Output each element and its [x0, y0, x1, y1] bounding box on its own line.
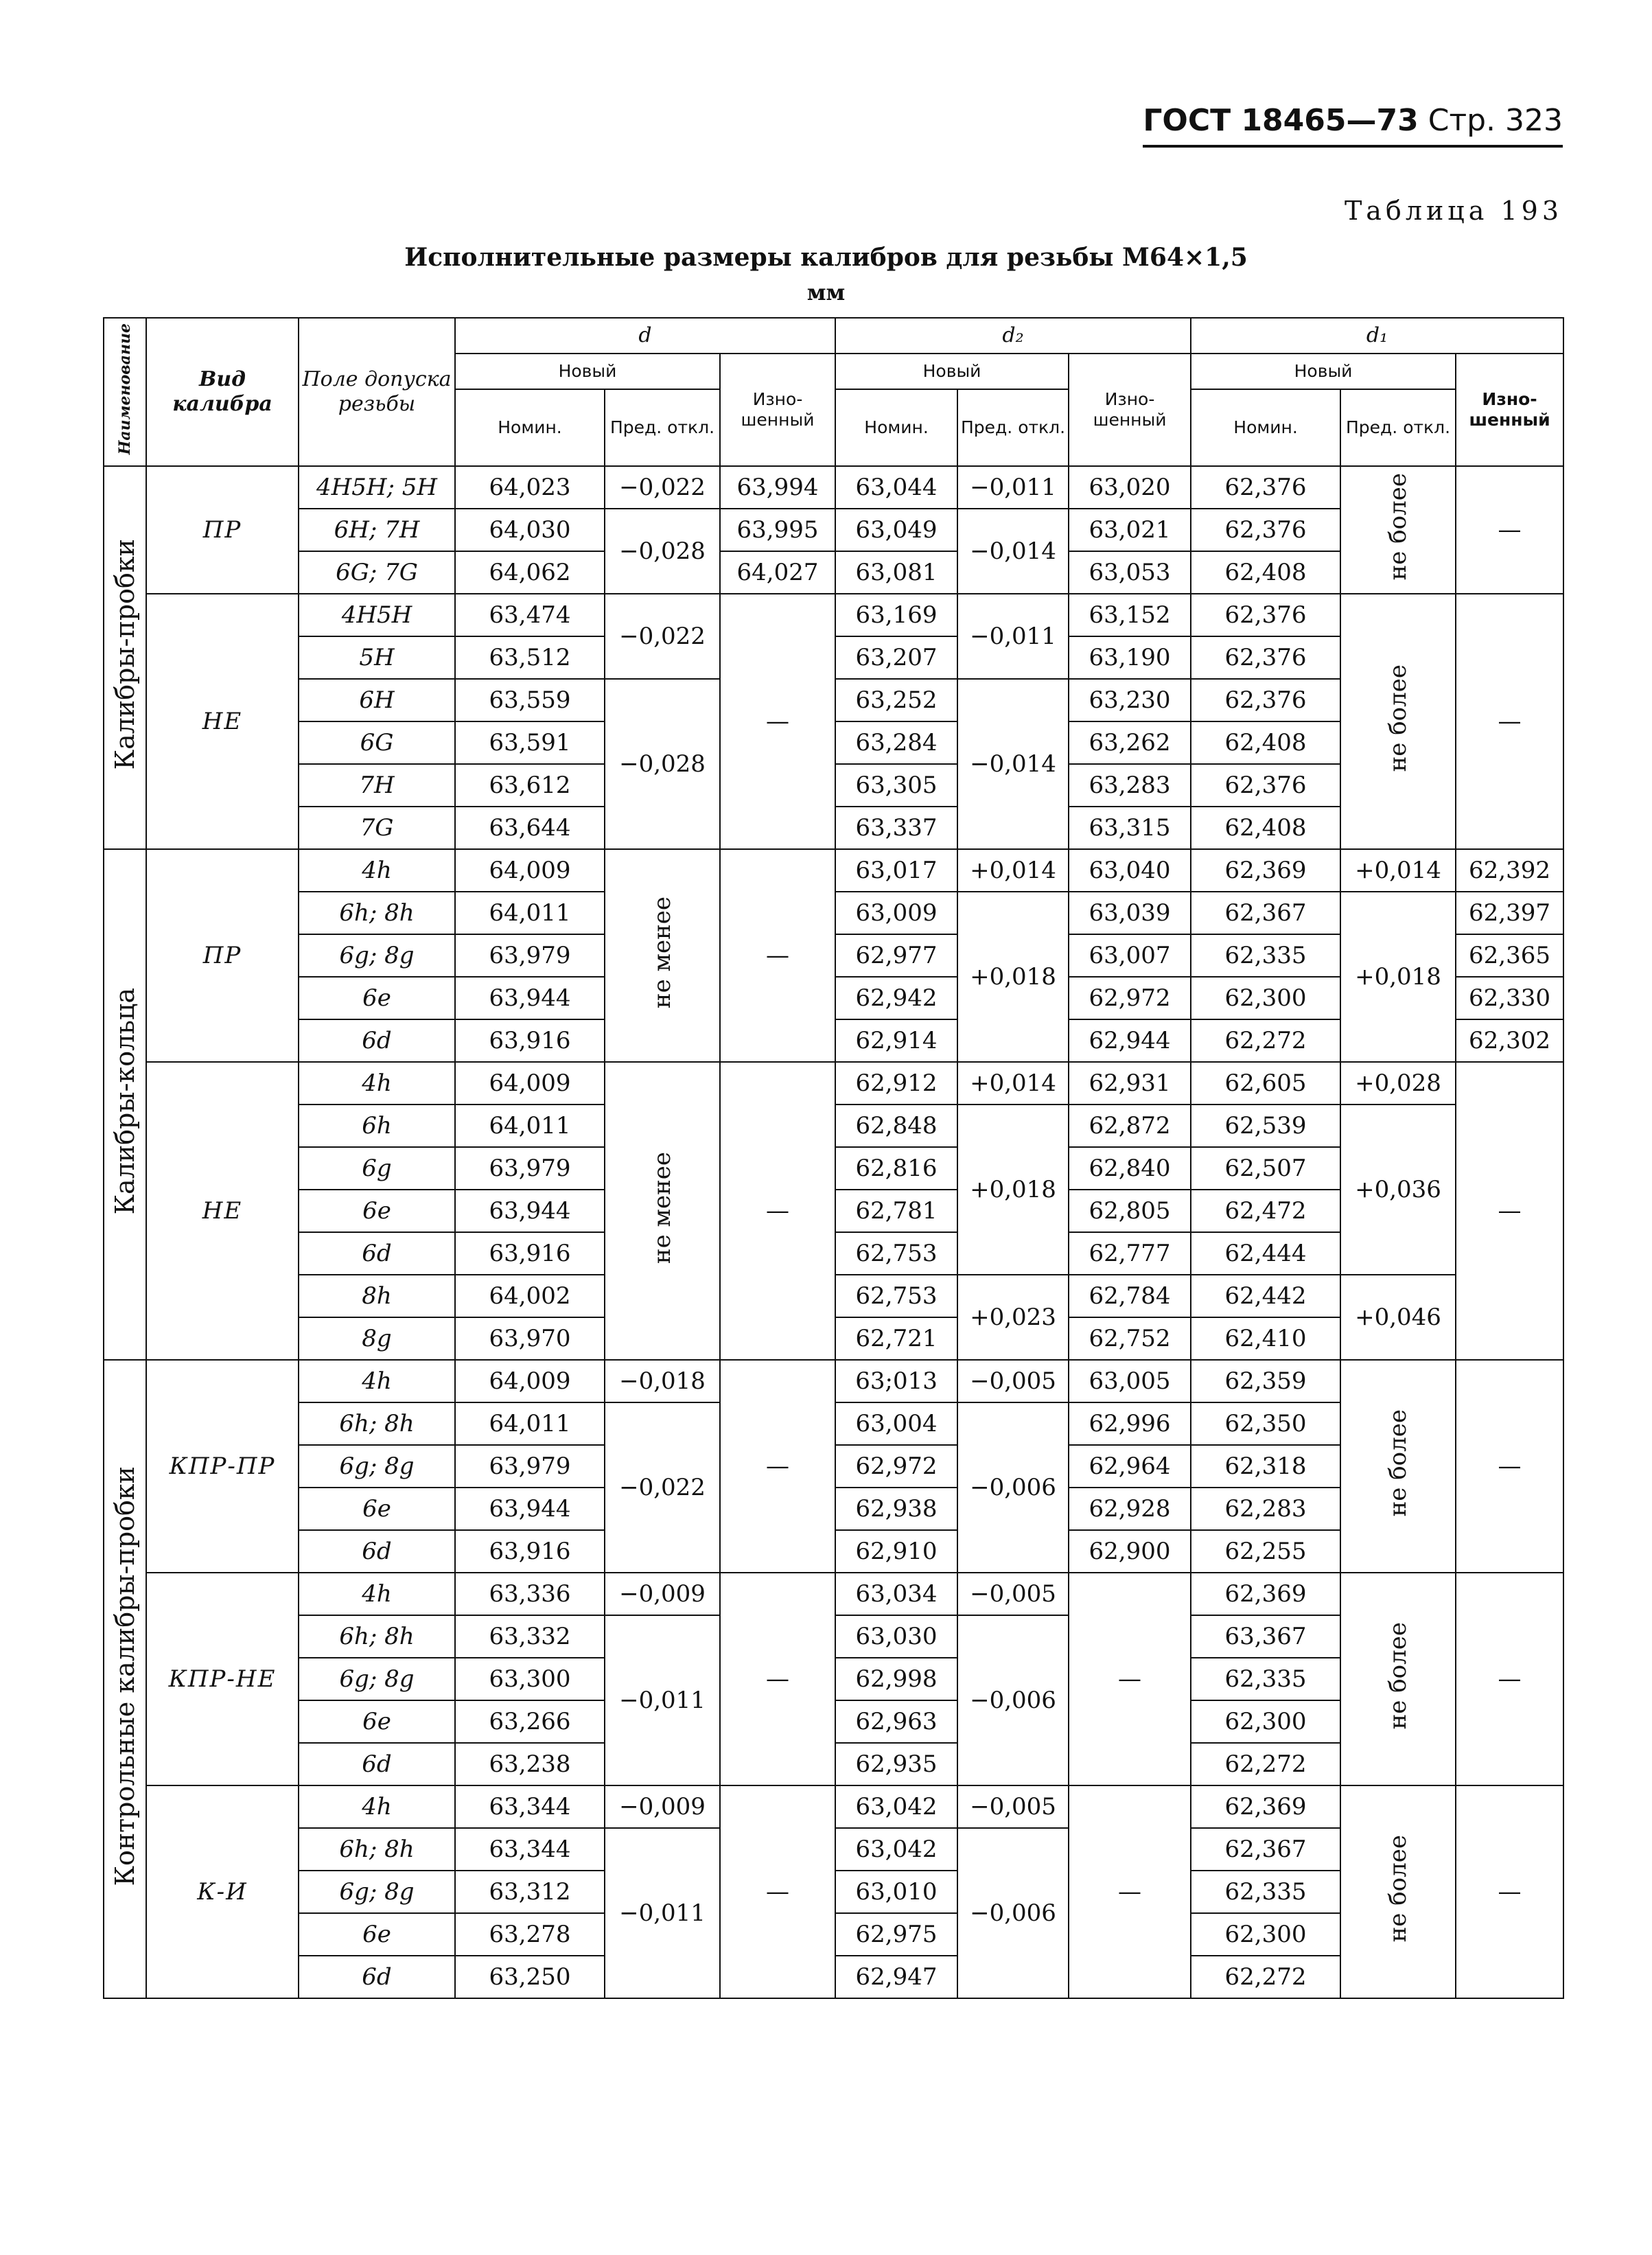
d1-nominal: 62,369	[1191, 849, 1340, 892]
d2-nominal: 62,942	[835, 977, 957, 1019]
d-deviation: −0,011	[605, 1828, 720, 1998]
d1-worn: 62,397	[1456, 892, 1563, 934]
d1-nominal: 62,272	[1191, 1019, 1340, 1062]
page-number: Стр. 323	[1428, 103, 1563, 138]
d1-nominal: 62,444	[1191, 1232, 1340, 1275]
tolerance-field: 6H	[299, 679, 455, 721]
d2-deviation: −0,005	[957, 1785, 1069, 1828]
d1-nominal: 62,376	[1191, 466, 1340, 509]
d2-nominal: 62,910	[835, 1530, 957, 1573]
tolerance-field: 6e	[299, 1488, 455, 1530]
d1-nominal: 62,283	[1191, 1488, 1340, 1530]
d2-nominal: 62,935	[835, 1743, 957, 1785]
d1-nominal: 62,369	[1191, 1785, 1340, 1828]
note-not-more: не более	[1340, 1360, 1456, 1573]
d-nominal: 63,979	[455, 1445, 605, 1488]
d2-nominal: 62,912	[835, 1062, 957, 1105]
d2-worn: 62,944	[1069, 1019, 1191, 1062]
d-worn: —	[720, 1785, 835, 1998]
d2-deviation: −0,005	[957, 1360, 1069, 1402]
column-header-kind: Вид калибра	[146, 318, 299, 466]
d2-deviation: +0,014	[957, 849, 1069, 892]
d-deviation: −0,009	[605, 1785, 720, 1828]
table-row	[104, 594, 1563, 636]
d-worn: —	[720, 1360, 835, 1573]
tolerance-field: 6d	[299, 1232, 455, 1275]
tolerance-field: 8g	[299, 1317, 455, 1360]
d2-nominal: 63,081	[835, 551, 957, 594]
d-nominal: 63,944	[455, 977, 605, 1019]
d-deviation: −0,028	[605, 509, 720, 594]
note-not-more: не более	[1340, 1785, 1456, 1998]
tolerance-field: 6g; 8g	[299, 1871, 455, 1913]
d-nominal: 63,916	[455, 1232, 605, 1275]
d1-deviation: +0,018	[1340, 892, 1456, 1062]
d2-nominal: 63,284	[835, 721, 957, 764]
d-deviation: −0,009	[605, 1573, 720, 1615]
d-nominal: 63,266	[455, 1700, 605, 1743]
column-header-d2-nominal: Номин.	[835, 389, 957, 466]
d2-deviation: −0,011	[957, 466, 1069, 509]
gauge-kind: КПР-ПР	[146, 1360, 299, 1573]
caption-unit: мм	[806, 279, 846, 305]
d1-nominal: 62,335	[1191, 1871, 1340, 1913]
d-nominal: 63,970	[455, 1317, 605, 1360]
note-not-less: не менее	[605, 1062, 720, 1360]
d2-worn: 62,777	[1069, 1232, 1191, 1275]
d2-nominal: 63,169	[835, 594, 957, 636]
gauge-dimensions-table	[103, 317, 1564, 1999]
tolerance-field: 4h	[299, 1062, 455, 1105]
d2-nominal: 63,017	[835, 849, 957, 892]
d-nominal: 63,644	[455, 807, 605, 849]
gauge-kind: КПР-НЕ	[146, 1573, 299, 1785]
d2-worn: 62,972	[1069, 977, 1191, 1019]
group-label: Калибры-кольца	[104, 849, 146, 1360]
column-header-name: Наименование	[104, 318, 146, 466]
d2-nominal: 63,030	[835, 1615, 957, 1658]
gauge-kind: К-И	[146, 1785, 299, 1998]
d1-nominal: 62,410	[1191, 1317, 1340, 1360]
table-number: Таблица 193	[1344, 196, 1563, 226]
tolerance-field: 6e	[299, 1913, 455, 1956]
d2-nominal: 63,042	[835, 1828, 957, 1871]
d-nominal: 64,009	[455, 1360, 605, 1402]
d2-nominal: 63,009	[835, 892, 957, 934]
tolerance-field: 6d	[299, 1019, 455, 1062]
d-nominal: 64,002	[455, 1275, 605, 1317]
tolerance-field: 6H; 7H	[299, 509, 455, 551]
d-nominal: 63,944	[455, 1488, 605, 1530]
table-row	[104, 1573, 1563, 1615]
column-header-field: Поле допуска резьбы	[299, 318, 455, 466]
d2-worn: 63,021	[1069, 509, 1191, 551]
gauge-kind: ПР	[146, 849, 299, 1062]
tolerance-field: 4h	[299, 1573, 455, 1615]
d1-nominal: 62,539	[1191, 1105, 1340, 1147]
table-row	[104, 1062, 1563, 1105]
column-header-d2-worn: Изно-шенный	[1069, 354, 1191, 466]
tolerance-field: 6g; 8g	[299, 1658, 455, 1700]
d-deviation: −0,028	[605, 679, 720, 849]
d2-worn: 62,752	[1069, 1317, 1191, 1360]
d1-worn: 62,330	[1456, 977, 1563, 1019]
d-nominal: 63,474	[455, 594, 605, 636]
d1-nominal: 62,408	[1191, 807, 1340, 849]
d1-worn: 62,302	[1456, 1019, 1563, 1062]
d1-nominal: 62,350	[1191, 1402, 1340, 1445]
d2-worn: 63,230	[1069, 679, 1191, 721]
column-header-d-nominal: Номин.	[455, 389, 605, 466]
d1-nominal: 62,300	[1191, 977, 1340, 1019]
d-nominal: 63,944	[455, 1190, 605, 1232]
d-nominal: 63,344	[455, 1828, 605, 1871]
column-header-d1-new: Новый	[1191, 354, 1456, 389]
d1-nominal: 62,376	[1191, 636, 1340, 679]
tolerance-field: 6h	[299, 1105, 455, 1147]
tolerance-field: 6d	[299, 1530, 455, 1573]
gauge-kind: НЕ	[146, 594, 299, 849]
d-nominal: 64,009	[455, 1062, 605, 1105]
d-nominal: 63,332	[455, 1615, 605, 1658]
d2-nominal: 62,753	[835, 1275, 957, 1317]
d2-deviation: −0,005	[957, 1573, 1069, 1615]
d-nominal: 63,336	[455, 1573, 605, 1615]
tolerance-field: 6g	[299, 1147, 455, 1190]
page-header	[1143, 103, 1563, 148]
d2-worn: 63,152	[1069, 594, 1191, 636]
d2-nominal: 63,010	[835, 1871, 957, 1913]
d1-nominal: 62,300	[1191, 1700, 1340, 1743]
d2-worn: 62,964	[1069, 1445, 1191, 1488]
d1-nominal: 62,376	[1191, 679, 1340, 721]
d2-worn: 63,283	[1069, 764, 1191, 807]
d-deviation: −0,011	[605, 1615, 720, 1785]
d1-nominal: 62,376	[1191, 594, 1340, 636]
d1-deviation: +0,028	[1340, 1062, 1456, 1105]
column-header-d1: d₁	[1191, 318, 1563, 354]
d1-worn: —	[1456, 1573, 1563, 1785]
d2-nominal: 62,947	[835, 1956, 957, 1998]
note-not-more: не более	[1340, 1573, 1456, 1785]
tolerance-field: 6G; 7G	[299, 551, 455, 594]
column-header-d-new: Новый	[455, 354, 720, 389]
d-nominal: 63,512	[455, 636, 605, 679]
table-row	[104, 1360, 1563, 1402]
d2-worn: 62,805	[1069, 1190, 1191, 1232]
d-nominal: 63,559	[455, 679, 605, 721]
tolerance-field: 4h	[299, 1360, 455, 1402]
d-nominal: 64,009	[455, 849, 605, 892]
table-caption	[0, 239, 1652, 309]
table-container	[103, 317, 1563, 1999]
d2-deviation: −0,006	[957, 1828, 1069, 1998]
tolerance-field: 6e	[299, 1190, 455, 1232]
d2-worn: —	[1069, 1573, 1191, 1785]
tolerance-field: 6d	[299, 1956, 455, 1998]
d1-nominal: 62,335	[1191, 1658, 1340, 1700]
d2-deviation: +0,018	[957, 892, 1069, 1062]
d2-nominal: 62,848	[835, 1105, 957, 1147]
d1-worn: 62,392	[1456, 849, 1563, 892]
d-nominal: 63,979	[455, 934, 605, 977]
d-worn: 63,994	[720, 466, 835, 509]
d1-worn: —	[1456, 1062, 1563, 1360]
column-header-d-worn: Изно-шенный	[720, 354, 835, 466]
d-nominal: 63,916	[455, 1530, 605, 1573]
d-worn: 63,995	[720, 509, 835, 551]
d1-nominal: 62,318	[1191, 1445, 1340, 1488]
tolerance-field: 6h; 8h	[299, 892, 455, 934]
d-nominal: 64,030	[455, 509, 605, 551]
d-deviation: −0,022	[605, 1402, 720, 1573]
d-nominal: 63,250	[455, 1956, 605, 1998]
d2-worn: 62,928	[1069, 1488, 1191, 1530]
d2-deviation: +0,018	[957, 1105, 1069, 1275]
d1-nominal: 62,408	[1191, 551, 1340, 594]
d-nominal: 63,278	[455, 1913, 605, 1956]
d2-worn: 63,315	[1069, 807, 1191, 849]
d1-deviation: +0,036	[1340, 1105, 1456, 1275]
d1-nominal: 63,367	[1191, 1615, 1340, 1658]
d1-nominal: 62,507	[1191, 1147, 1340, 1190]
d1-nominal: 62,605	[1191, 1062, 1340, 1105]
tolerance-field: 4h	[299, 1785, 455, 1828]
tolerance-field: 6G	[299, 721, 455, 764]
d2-worn: 62,996	[1069, 1402, 1191, 1445]
tolerance-field: 6e	[299, 977, 455, 1019]
d2-deviation: −0,014	[957, 679, 1069, 849]
d1-nominal: 62,408	[1191, 721, 1340, 764]
table-row	[104, 849, 1563, 892]
d2-nominal: 62,781	[835, 1190, 957, 1232]
d-nominal: 64,011	[455, 1105, 605, 1147]
column-header-d-deviation: Пред. откл.	[605, 389, 720, 466]
d-nominal: 63,916	[455, 1019, 605, 1062]
d-nominal: 64,062	[455, 551, 605, 594]
d2-worn: —	[1069, 1785, 1191, 1998]
note-not-more: не более	[1340, 466, 1456, 594]
tolerance-field: 7H	[299, 764, 455, 807]
d-worn: —	[720, 1573, 835, 1785]
d-nominal: 64,023	[455, 466, 605, 509]
d2-worn: 62,784	[1069, 1275, 1191, 1317]
d2-worn: 63,053	[1069, 551, 1191, 594]
d1-nominal: 62,376	[1191, 509, 1340, 551]
d1-nominal: 62,335	[1191, 934, 1340, 977]
d1-nominal: 62,369	[1191, 1573, 1340, 1615]
d-deviation: −0,018	[605, 1360, 720, 1402]
d2-nominal: 62,963	[835, 1700, 957, 1743]
d2-nominal: 63,305	[835, 764, 957, 807]
d1-nominal: 62,255	[1191, 1530, 1340, 1573]
d2-nominal: 63,044	[835, 466, 957, 509]
d2-nominal: 63,207	[835, 636, 957, 679]
d2-deviation: +0,023	[957, 1275, 1069, 1360]
d2-worn: 62,931	[1069, 1062, 1191, 1105]
d1-deviation: +0,046	[1340, 1275, 1456, 1360]
d2-nominal: 62,914	[835, 1019, 957, 1062]
d2-nominal: 62,998	[835, 1658, 957, 1700]
d2-nominal: 63,042	[835, 1785, 957, 1828]
d1-deviation: +0,014	[1340, 849, 1456, 892]
d1-nominal: 62,442	[1191, 1275, 1340, 1317]
tolerance-field: 6e	[299, 1700, 455, 1743]
d1-nominal: 62,376	[1191, 764, 1340, 807]
tolerance-field: 6g; 8g	[299, 1445, 455, 1488]
column-header-d2: d₂	[835, 318, 1191, 354]
tolerance-field: 7G	[299, 807, 455, 849]
d1-nominal: 62,272	[1191, 1743, 1340, 1785]
column-header-d: d	[455, 318, 835, 354]
d1-worn: —	[1456, 1785, 1563, 1998]
d2-nominal: 62,972	[835, 1445, 957, 1488]
d2-worn: 63,262	[1069, 721, 1191, 764]
tolerance-field: 8h	[299, 1275, 455, 1317]
tolerance-field: 6d	[299, 1743, 455, 1785]
d2-worn: 62,900	[1069, 1530, 1191, 1573]
gauge-kind: ПР	[146, 466, 299, 594]
d2-nominal: 63,337	[835, 807, 957, 849]
d-nominal: 64,011	[455, 892, 605, 934]
column-header-d2-deviation: Пред. откл.	[957, 389, 1069, 466]
d-deviation: −0,022	[605, 466, 720, 509]
d2-worn: 63,020	[1069, 466, 1191, 509]
d2-nominal: 63,034	[835, 1573, 957, 1615]
d2-nominal: 62,938	[835, 1488, 957, 1530]
d2-deviation: +0,014	[957, 1062, 1069, 1105]
note-not-more: не более	[1340, 594, 1456, 849]
d1-nominal: 62,300	[1191, 1913, 1340, 1956]
tolerance-field: 4H5H; 5H	[299, 466, 455, 509]
d-nominal: 63,238	[455, 1743, 605, 1785]
d2-worn: 63,005	[1069, 1360, 1191, 1402]
group-label: Контрольные калибры-пробки	[104, 1360, 146, 1998]
d2-deviation: −0,006	[957, 1615, 1069, 1785]
table-row	[104, 466, 1563, 509]
d2-worn: 62,840	[1069, 1147, 1191, 1190]
column-header-d1-worn: Изно-шенный	[1456, 354, 1563, 466]
d1-worn: —	[1456, 594, 1563, 849]
column-header-d1-nominal: Номин.	[1191, 389, 1340, 466]
d2-nominal: 62,816	[835, 1147, 957, 1190]
d2-nominal: 63,004	[835, 1402, 957, 1445]
d-nominal: 63,591	[455, 721, 605, 764]
d-worn: —	[720, 849, 835, 1062]
tolerance-field: 6h; 8h	[299, 1402, 455, 1445]
tolerance-field: 6h; 8h	[299, 1615, 455, 1658]
d2-worn: 63,007	[1069, 934, 1191, 977]
d1-worn: —	[1456, 466, 1563, 594]
tolerance-field: 4h	[299, 849, 455, 892]
d2-nominal: 62,977	[835, 934, 957, 977]
d-nominal: 63,344	[455, 1785, 605, 1828]
d2-nominal: 62,721	[835, 1317, 957, 1360]
d-deviation: −0,022	[605, 594, 720, 679]
d-nominal: 63,300	[455, 1658, 605, 1700]
d2-nominal: 62,753	[835, 1232, 957, 1275]
column-header-d2-new: Новый	[835, 354, 1069, 389]
column-header-d1-deviation: Пред. откл.	[1340, 389, 1456, 466]
tolerance-field: 4H5H	[299, 594, 455, 636]
tolerance-field: 6h; 8h	[299, 1828, 455, 1871]
caption-title: Исполнительные размеры калибров для резьбы М64×1,5	[404, 243, 1248, 272]
tolerance-field: 6g; 8g	[299, 934, 455, 977]
tolerance-field: 5H	[299, 636, 455, 679]
d2-worn: 62,872	[1069, 1105, 1191, 1147]
d1-worn: —	[1456, 1360, 1563, 1573]
d2-worn: 63,040	[1069, 849, 1191, 892]
d-worn: —	[720, 1062, 835, 1360]
d2-worn: 63,039	[1069, 892, 1191, 934]
d-worn: 64,027	[720, 551, 835, 594]
d-nominal: 63,612	[455, 764, 605, 807]
table-row	[104, 1785, 1563, 1828]
d1-nominal: 62,367	[1191, 892, 1340, 934]
d2-deviation: −0,014	[957, 509, 1069, 594]
d2-deviation: −0,006	[957, 1402, 1069, 1573]
d1-worn: 62,365	[1456, 934, 1563, 977]
gauge-kind: НЕ	[146, 1062, 299, 1360]
d-worn: —	[720, 594, 835, 849]
d-nominal: 63,979	[455, 1147, 605, 1190]
standard-number: ГОСТ 18465—73	[1143, 103, 1419, 138]
d-nominal: 64,011	[455, 1402, 605, 1445]
d1-nominal: 62,367	[1191, 1828, 1340, 1871]
d2-nominal: 63;013	[835, 1360, 957, 1402]
d2-worn: 63,190	[1069, 636, 1191, 679]
group-label: Калибры-пробки	[104, 466, 146, 849]
note-not-less: не менее	[605, 849, 720, 1062]
d-nominal: 63,312	[455, 1871, 605, 1913]
d1-nominal: 62,472	[1191, 1190, 1340, 1232]
d2-nominal: 63,049	[835, 509, 957, 551]
d2-nominal: 63,252	[835, 679, 957, 721]
d2-deviation: −0,011	[957, 594, 1069, 679]
d2-nominal: 62,975	[835, 1913, 957, 1956]
d1-nominal: 62,272	[1191, 1956, 1340, 1998]
d1-nominal: 62,359	[1191, 1360, 1340, 1402]
